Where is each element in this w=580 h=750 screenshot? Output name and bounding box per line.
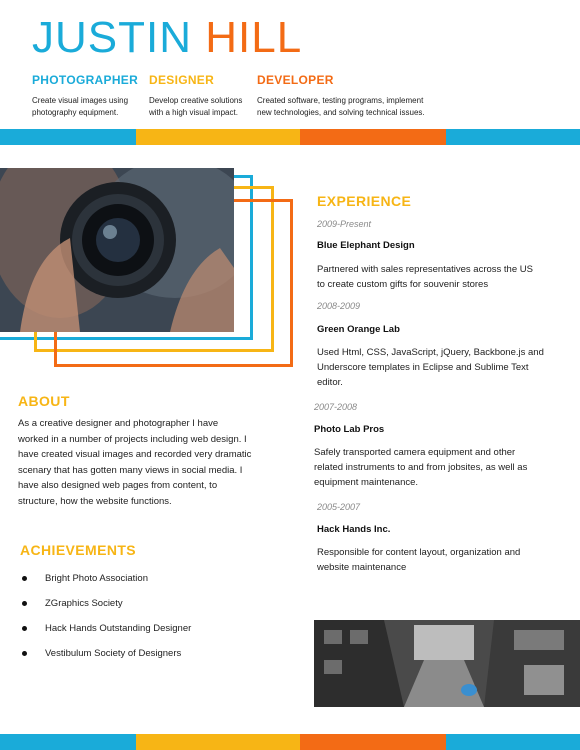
resume-name (32, 12, 302, 64)
list-item (20, 566, 280, 591)
experience-desc-line: Responsible for content layout, organization and (317, 547, 521, 558)
about-line: worked in a number of projects including web design. I (18, 433, 247, 445)
achievement-label: ZGraphics Society (45, 598, 123, 609)
experience-company: Blue Elephant Design (317, 240, 415, 251)
experience-company: Green Orange Lab (317, 324, 400, 335)
color-bar-segment-orange (300, 129, 446, 145)
color-bar-segment-orange (300, 734, 446, 750)
role-desc-photographer (32, 95, 142, 118)
experience-date: 2005-2007 (317, 502, 361, 512)
achievements-list (20, 566, 280, 666)
role-title-developer: DEVELOPER (257, 73, 334, 87)
experience-date: 2009-Present (317, 219, 372, 229)
about-line: have also designed web pages from content, to (18, 480, 218, 491)
role-desc-line: photography equipment. (32, 107, 119, 117)
experience-desc-line: editor. (317, 377, 343, 388)
role-desc-developer (257, 95, 447, 118)
experience-heading: EXPERIENCE (317, 193, 412, 209)
color-bar-segment-blue (0, 734, 136, 750)
experience-company: Hack Hands Inc. (317, 524, 391, 535)
experience-description (317, 262, 567, 292)
about-line: structure, how the website functions. (18, 495, 172, 507)
bullet-icon (22, 601, 27, 606)
achievements-heading: ACHIEVEMENTS (20, 542, 137, 558)
building-photo-art (314, 620, 580, 707)
achievement-label: Bright Photo Association (45, 573, 148, 584)
abandoned-industrial-building-photo (314, 620, 580, 707)
about-line: have created visual images and recorded very dramatic (18, 449, 252, 460)
color-bar-segment-blue (446, 129, 580, 145)
about-text (18, 416, 288, 509)
role-desc-line: Develop creative solutions (149, 96, 243, 105)
role-desc-line: Create visual images using (32, 96, 129, 105)
color-bar-segment-blue (0, 129, 136, 145)
about-heading: ABOUT (18, 393, 70, 409)
camera-photo-art (0, 168, 234, 332)
experience-desc-line: Used Html, CSS, JavaScript, jQuery, Backbone.js and (317, 347, 544, 358)
role-desc-line: Created software, testing programs, implement (257, 96, 424, 105)
experience-date: 2007-2008 (314, 402, 358, 412)
experience-desc-line: Safely transported camera equipment and other (314, 447, 516, 458)
experience-desc-line: related instruments to and from jobsites, as well as (314, 462, 528, 473)
experience-desc-line: website maintenance (317, 562, 407, 573)
color-bar-segment-yellow (136, 129, 300, 145)
camera-lens-photo (0, 168, 234, 332)
achievement-label: Vestibulum Society of Designers (45, 648, 182, 659)
role-desc-line: new technologies, and solving technical issues. (257, 107, 425, 117)
experience-company: Photo Lab Pros (314, 424, 385, 435)
color-bar-segment-blue (446, 734, 580, 750)
bullet-icon (22, 626, 27, 631)
experience-date: 2008-2009 (317, 301, 361, 311)
list-item (20, 591, 280, 616)
role-desc-line: with a high visual impact. (149, 107, 238, 117)
role-title-photographer: PHOTOGRAPHER (32, 73, 139, 87)
list-item (20, 616, 280, 641)
about-line: As a creative designer and photographer I have (18, 418, 219, 429)
experience-description (317, 545, 567, 575)
experience-desc-line: Partnered with sales representatives across the US (317, 264, 533, 275)
color-bar-segment-yellow (136, 734, 300, 750)
bullet-icon (22, 576, 27, 581)
list-item (20, 641, 280, 666)
experience-description (314, 445, 564, 490)
experience-desc-line: to create custom gifts for souvenir stores (317, 279, 489, 290)
role-desc-designer (149, 95, 254, 118)
experience-description (317, 345, 567, 390)
about-line: scenary that has gotten many views in social media. I (18, 464, 243, 476)
role-title-designer: DESIGNER (149, 73, 215, 87)
first-name: JUSTIN (32, 13, 192, 62)
bullet-icon (22, 651, 27, 656)
experience-desc-line: equipment maintenance. (314, 477, 419, 488)
achievement-label: Hack Hands Outstanding Designer (45, 623, 192, 634)
experience-desc-line: Underscore templates in Eclipse and Sublime Text (317, 362, 529, 373)
last-name: HILL (205, 13, 303, 62)
